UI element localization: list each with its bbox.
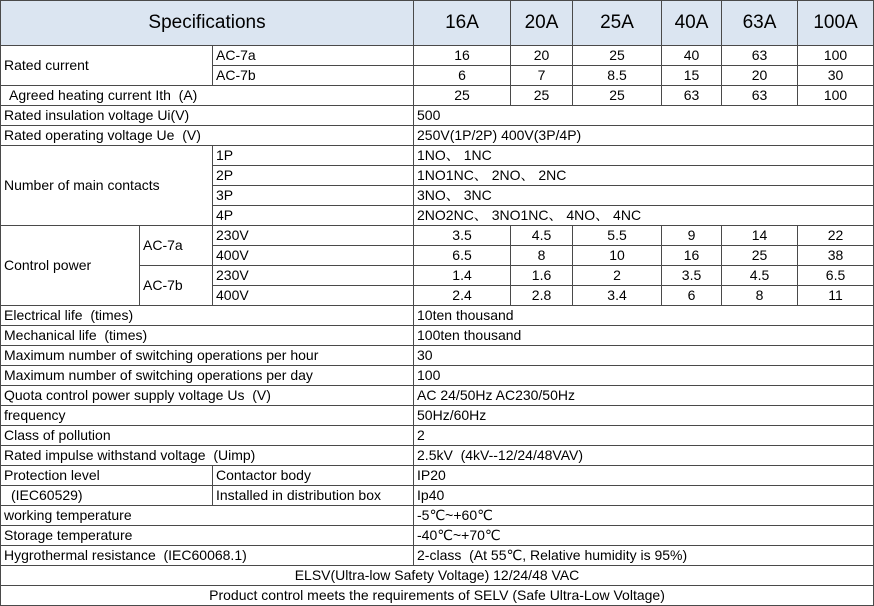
table-row — [1, 486, 874, 506]
table-cell: 25 — [573, 86, 662, 106]
voltage-label: 400V — [213, 286, 414, 306]
table-cell: 9 — [662, 226, 722, 246]
mechanical-life-label: Mechanical life (times) — [1, 326, 414, 346]
contacts-value: 1NO1NC、 2NO、 2NC — [414, 166, 874, 186]
table-cell: 1.4 — [414, 266, 511, 286]
impulse-voltage-value: 2.5kV (4kV--12/24/48VAV) — [414, 446, 874, 466]
table-cell: 11 — [798, 286, 874, 306]
pole-label: 3P — [213, 186, 414, 206]
control-power-ac7b-label: AC-7b — [140, 266, 213, 306]
electrical-life-value: 10ten thousand — [414, 306, 874, 326]
ops-per-day-value: 100 — [414, 366, 874, 386]
table-cell: 3.5 — [662, 266, 722, 286]
table-cell: 8.5 — [573, 66, 662, 86]
table-cell: 100 — [798, 86, 874, 106]
table-row — [1, 366, 874, 386]
rated-current-label: Rated current — [1, 46, 213, 86]
storage-temp-label: Storage temperature — [1, 526, 414, 546]
protection-body-value: IP20 — [414, 466, 874, 486]
table-cell: 25 — [573, 46, 662, 66]
protection-body-label: Contactor body — [213, 466, 414, 486]
table-cell: 10 — [573, 246, 662, 266]
header-col-63a: 63A — [722, 1, 798, 46]
table-row — [1, 346, 874, 366]
table-cell: 6 — [414, 66, 511, 86]
table-cell: 63 — [722, 46, 798, 66]
rated-current-ac7b-label: AC-7b — [213, 66, 414, 86]
agreed-heating-label: Agreed heating current Ith (A) — [1, 86, 414, 106]
impulse-voltage-label: Rated impulse withstand voltage (Uimp) — [1, 446, 414, 466]
table-cell: 2.8 — [511, 286, 573, 306]
pole-label: 1P — [213, 146, 414, 166]
pollution-label: Class of pollution — [1, 426, 414, 446]
table-cell: 40 — [662, 46, 722, 66]
table-cell: 1.6 — [511, 266, 573, 286]
pole-label: 4P — [213, 206, 414, 226]
table-row — [1, 146, 874, 166]
contacts-value: 3NO、 3NC — [414, 186, 874, 206]
table-cell: 38 — [798, 246, 874, 266]
table-cell: 63 — [722, 86, 798, 106]
main-contacts-label: Number of main contacts — [1, 146, 213, 226]
table-cell: 3.4 — [573, 286, 662, 306]
ops-per-hour-label: Maximum number of switching operations per hour — [1, 346, 414, 366]
contacts-value: 2NO2NC、 3NO1NC、 4NO、 4NC — [414, 206, 874, 226]
ops-per-hour-value: 30 — [414, 346, 874, 366]
table-cell: 100 — [798, 46, 874, 66]
operating-voltage-label: Rated operating voltage Ue (V) — [1, 126, 414, 146]
table-cell: 30 — [798, 66, 874, 86]
hygrothermal-value: 2-class (At 55℃, Relative humidity is 95%) — [414, 546, 874, 566]
table-row — [1, 406, 874, 426]
control-power-label: Control power — [1, 226, 140, 306]
table-row — [1, 586, 874, 606]
protection-label: Protection level — [1, 466, 213, 486]
header-col-20a: 20A — [511, 1, 573, 46]
table-cell: 4.5 — [722, 266, 798, 286]
supply-voltage-label: Quota control power supply voltage Us (V) — [1, 386, 414, 406]
table-cell: 7 — [511, 66, 573, 86]
insulation-voltage-value: 500 — [414, 106, 874, 126]
protection-box-value: Ip40 — [414, 486, 874, 506]
table-cell: 2.4 — [414, 286, 511, 306]
table-row — [1, 546, 874, 566]
operating-voltage-value: 250V(1P/2P) 400V(3P/4P) — [414, 126, 874, 146]
hygrothermal-label: Hygrothermal resistance (IEC60068.1) — [1, 546, 414, 566]
table-cell: 25 — [511, 86, 573, 106]
header-row — [1, 1, 874, 46]
header-col-16a: 16A — [414, 1, 511, 46]
table-row — [1, 526, 874, 546]
table-cell: 8 — [511, 246, 573, 266]
table-cell: 4.5 — [511, 226, 573, 246]
table-row — [1, 506, 874, 526]
working-temp-label: working temperature — [1, 506, 414, 526]
supply-voltage-value: AC 24/50Hz AC230/50Hz — [414, 386, 874, 406]
frequency-label: frequency — [1, 406, 414, 426]
mechanical-life-value: 100ten thousand — [414, 326, 874, 346]
table-row — [1, 126, 874, 146]
table-row — [1, 86, 874, 106]
table-cell: 6.5 — [414, 246, 511, 266]
header-title: Specifications — [1, 1, 414, 46]
table-cell: 2 — [573, 266, 662, 286]
footer-selv: Product control meets the requirements of SELV (Safe Ultra-Low Voltage) — [1, 586, 874, 606]
table-row — [1, 106, 874, 126]
table-cell: 16 — [414, 46, 511, 66]
table-row — [1, 426, 874, 446]
table-cell: 5.5 — [573, 226, 662, 246]
table-row — [1, 566, 874, 586]
table-cell: 6 — [662, 286, 722, 306]
table-cell: 63 — [662, 86, 722, 106]
header-col-40a: 40A — [662, 1, 722, 46]
table-cell: 3.5 — [414, 226, 511, 246]
electrical-life-label: Electrical life (times) — [1, 306, 414, 326]
table-row — [1, 326, 874, 346]
contacts-value: 1NO、 1NC — [414, 146, 874, 166]
storage-temp-value: -40℃~+70℃ — [414, 526, 874, 546]
voltage-label: 400V — [213, 246, 414, 266]
header-col-100a: 100A — [798, 1, 874, 46]
table-cell: 25 — [414, 86, 511, 106]
protection-sublabel: (IEC60529) — [1, 486, 213, 506]
table-cell: 15 — [662, 66, 722, 86]
table-row — [1, 46, 874, 66]
table-cell: 25 — [722, 246, 798, 266]
rated-current-ac7a-label: AC-7a — [213, 46, 414, 66]
table-cell: 22 — [798, 226, 874, 246]
ops-per-day-label: Maximum number of switching operations per day — [1, 366, 414, 386]
table-row — [1, 466, 874, 486]
footer-elsv: ELSV(Ultra-low Safety Voltage) 12/24/48 VAC — [1, 566, 874, 586]
table-row — [1, 226, 874, 246]
table-cell: 14 — [722, 226, 798, 246]
frequency-value: 50Hz/60Hz — [414, 406, 874, 426]
insulation-voltage-label: Rated insulation voltage Ui(V) — [1, 106, 414, 126]
header-col-25a: 25A — [573, 1, 662, 46]
table-row — [1, 446, 874, 466]
voltage-label: 230V — [213, 226, 414, 246]
table-cell: 16 — [662, 246, 722, 266]
protection-box-label: Installed in distribution box — [213, 486, 414, 506]
pollution-value: 2 — [414, 426, 874, 446]
voltage-label: 230V — [213, 266, 414, 286]
working-temp-value: -5℃~+60℃ — [414, 506, 874, 526]
control-power-ac7a-label: AC-7a — [140, 226, 213, 266]
table-row — [1, 306, 874, 326]
pole-label: 2P — [213, 166, 414, 186]
table-cell: 6.5 — [798, 266, 874, 286]
table-cell: 20 — [511, 46, 573, 66]
table-cell: 20 — [722, 66, 798, 86]
table-cell: 8 — [722, 286, 798, 306]
table-row — [1, 386, 874, 406]
